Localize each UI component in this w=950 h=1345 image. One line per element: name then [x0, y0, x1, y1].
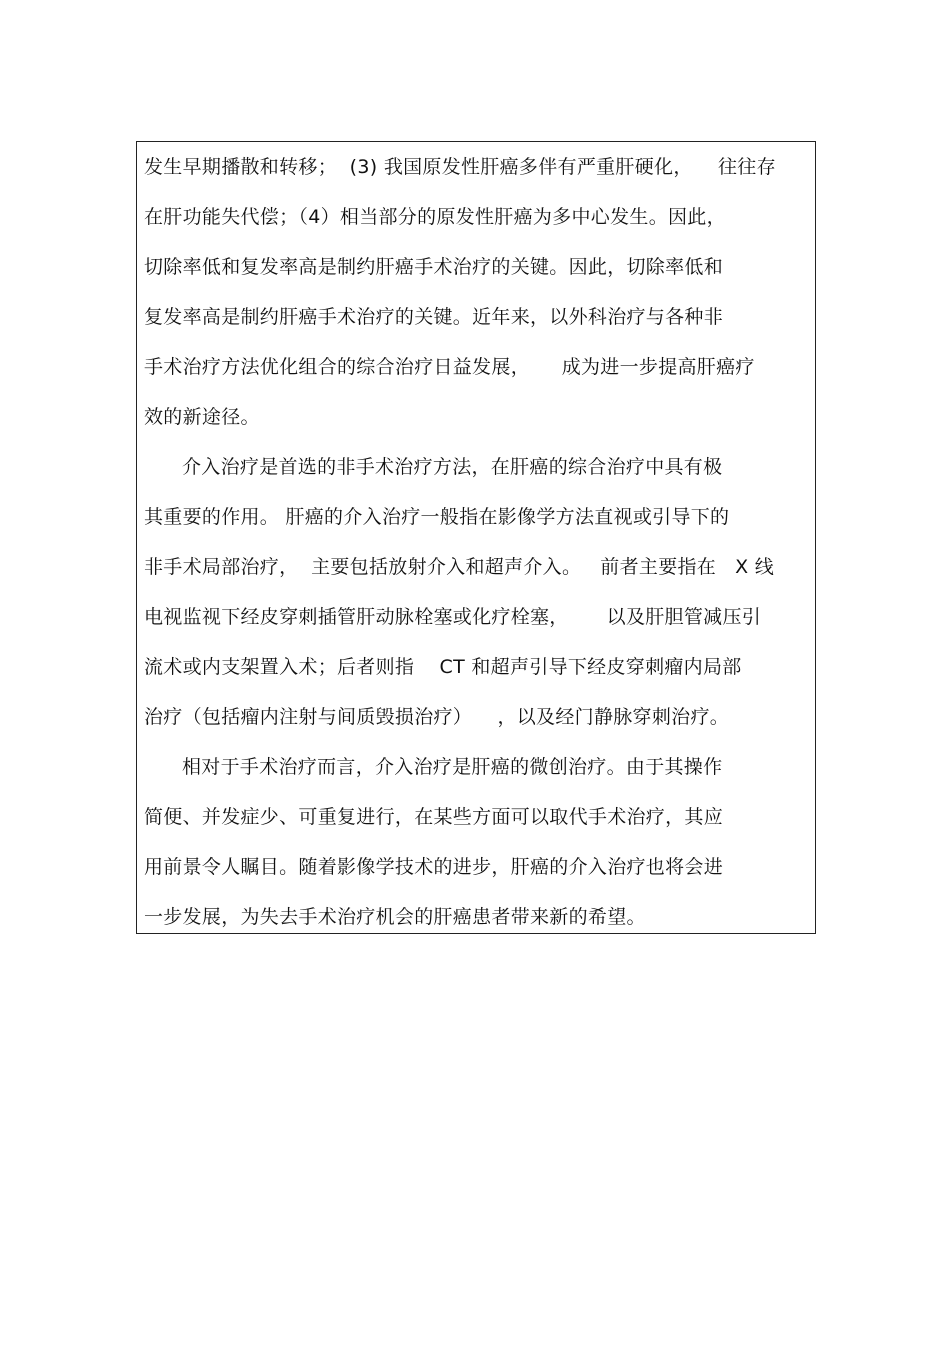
text-line: 一步发展，为失去手术治疗机会的肝癌患者带来新的希望。	[144, 906, 646, 928]
text-line: 切除率低和复发率高是制约肝癌手术治疗的关键。因此，切除率低和	[144, 256, 724, 278]
text-line: 流术或内支架置入术；后者则指 CT 和超声引导下经皮穿刺瘤内局部	[144, 656, 742, 678]
text-line: 发生早期播散和转移； (3) 我国原发性肝癌多伴有严重肝硬化， 往往存	[144, 156, 776, 178]
text-line: 在肝功能失代偿；（4）相当部分的原发性肝癌为多中心发生。因此，	[144, 206, 726, 228]
text-line: 电视监视下经皮穿刺插管肝动脉栓塞或化疗栓塞， 以及肝胆管减压引	[144, 606, 762, 628]
paragraph-start-line: 介入治疗是首选的非手术治疗方法，在肝癌的综合治疗中具有极	[182, 456, 723, 478]
text-line: 简便、并发症少、可重复进行，在某些方面可以取代手术治疗，其应	[144, 806, 724, 828]
text-box	[136, 141, 816, 934]
paragraph-start-line: 相对于手术治疗而言，介入治疗是肝癌的微创治疗。由于其操作	[182, 756, 723, 778]
text-line: 复发率高是制约肝癌手术治疗的关键。近年来，以外科治疗与各种非	[144, 306, 724, 328]
text-line: 非手术局部治疗， 主要包括放射介入和超声介入。 前者主要指在 X 线	[144, 556, 775, 578]
text-line: 效的新途径。	[144, 406, 260, 428]
text-line: 用前景令人瞩目。随着影像学技术的进步，肝癌的介入治疗也将会进	[144, 856, 724, 878]
text-line: 其重要的作用。 肝癌的介入治疗一般指在影像学方法直视或引导下的	[144, 506, 730, 528]
text-line: 手术治疗方法优化组合的综合治疗日益发展， 成为进一步提高肝癌疗	[144, 356, 755, 378]
text-line: 治疗（包括瘤内注射与间质毁损治疗） ，以及经门静脉穿刺治疗。	[144, 706, 730, 728]
